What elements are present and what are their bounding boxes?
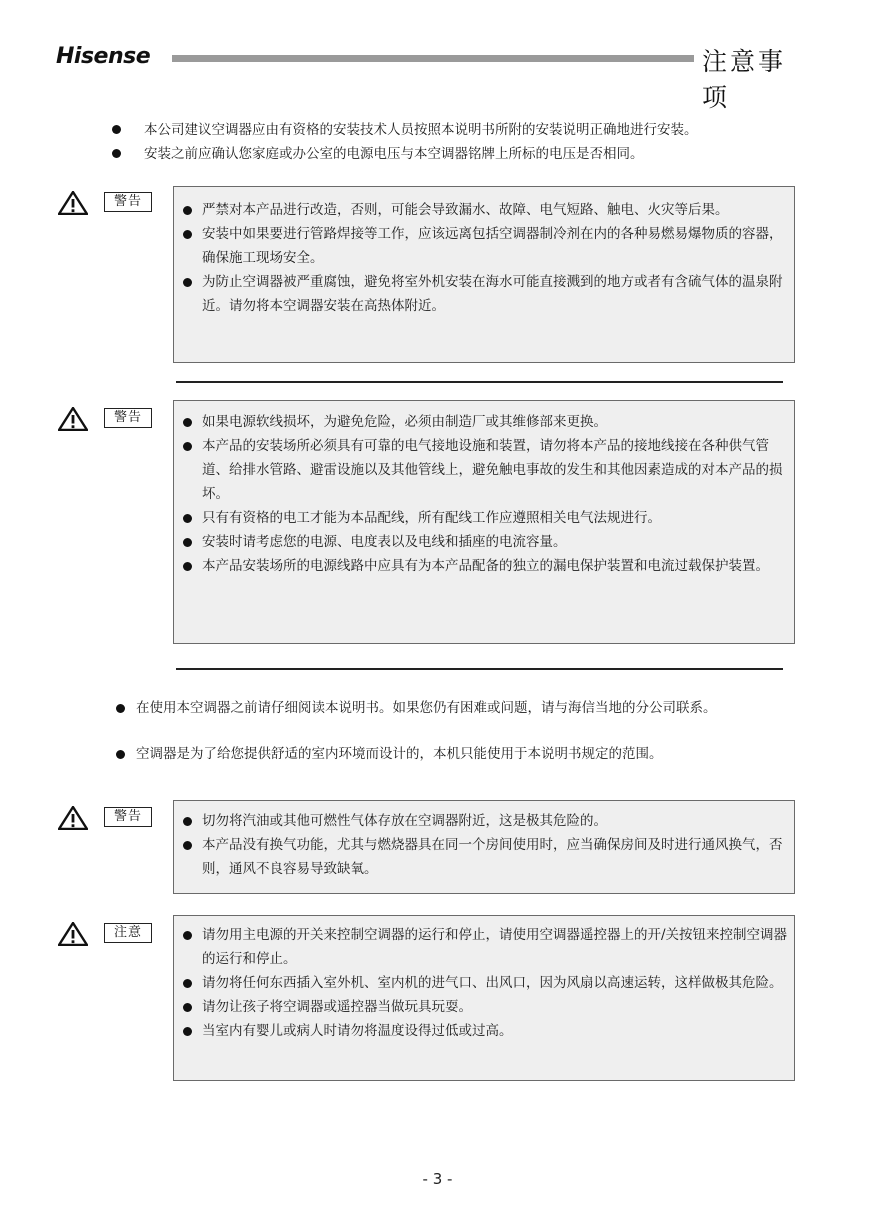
caution-label: 注意 bbox=[104, 923, 152, 943]
warning-label: 警告 bbox=[104, 807, 152, 827]
caution-item: 当室内有婴儿或病人时请勿将温度设得过低或过高。 bbox=[174, 1019, 794, 1043]
warning-item: 本产品没有换气功能，尤其与燃烧器具在同一个房间使用时，应当确保房间及时进行通风换气，否则，通风不良容易导致缺氧。 bbox=[174, 833, 794, 881]
warning-item: 为防止空调器被严重腐蚀，避免将室外机安装在海水可能直接溅到的地方或者有含硫气体的温泉附近。请勿将本空调器安装在高热体附近。 bbox=[174, 270, 794, 318]
bullet-icon bbox=[183, 1027, 192, 1036]
bullet-icon bbox=[112, 125, 121, 134]
bullet-icon bbox=[183, 514, 192, 523]
warning-label: 警告 bbox=[104, 408, 152, 428]
warning-item: 安装中如果要进行管路焊接等工作，应该远离包括空调器制冷剂在内的各种易燃易爆物质的容器，确保施工现场安全。 bbox=[174, 222, 794, 270]
caution-sign bbox=[58, 922, 158, 946]
bullet-icon bbox=[183, 1003, 192, 1012]
caution-item: 请勿将任何东西插入室外机、室内机的进气口、出风口，因为风扇以高速运转，这样做极其危险。 bbox=[174, 971, 794, 995]
header-rule bbox=[172, 55, 694, 62]
bullet-icon bbox=[183, 538, 192, 547]
bullet-icon bbox=[183, 562, 192, 571]
warning-triangle-icon bbox=[58, 191, 88, 215]
bullet-icon bbox=[183, 418, 192, 427]
bullet-icon bbox=[183, 817, 192, 826]
warning-item: 本产品的安装场所必须具有可靠的电气接地设施和装置，请勿将本产品的接地线接在各种供气管道、给排水管路、避雷设施以及其他管线上，避免触电事故的发生和其他因素造成的对本产品的损坏。 bbox=[174, 434, 794, 506]
bullet-icon bbox=[183, 278, 192, 287]
section-title: 注意事项 bbox=[702, 47, 787, 112]
warning-item: 切勿将汽油或其他可燃性气体存放在空调器附近，这是极其危险的。 bbox=[174, 809, 794, 833]
bullet-icon bbox=[112, 149, 121, 158]
caution-item: 请勿用主电源的开关来控制空调器的运行和停止，请使用空调器遥控器上的开/关按钮来控制空调器的运行和停止。 bbox=[174, 923, 794, 971]
warning-sign bbox=[58, 407, 158, 431]
bullet-icon bbox=[116, 704, 125, 713]
bullet-icon bbox=[183, 230, 192, 239]
bullet-icon bbox=[183, 979, 192, 988]
warning-item: 安装时请考虑您的电源、电度表以及电线和插座的电流容量。 bbox=[174, 530, 794, 554]
warning-triangle-icon bbox=[58, 407, 88, 431]
warning-item: 严禁对本产品进行改造，否则，可能会导致漏水、故障、电气短路、触电、火灾等后果。 bbox=[174, 198, 794, 222]
bullet-icon bbox=[183, 931, 192, 940]
bullet-icon bbox=[183, 442, 192, 451]
warning-item: 本产品安装场所的电源线路中应具有为本产品配备的独立的漏电保护装置和电流过载保护装置。 bbox=[174, 554, 794, 578]
bullet-icon bbox=[116, 750, 125, 759]
section-divider bbox=[176, 668, 783, 670]
warning-box bbox=[173, 800, 795, 894]
bullet-icon bbox=[183, 206, 192, 215]
warning-triangle-icon bbox=[58, 922, 88, 946]
page-number: - 3 - bbox=[422, 1170, 453, 1188]
warning-triangle-icon bbox=[58, 806, 88, 830]
caution-item: 请勿让孩子将空调器或遥控器当做玩具玩耍。 bbox=[174, 995, 794, 1019]
warning-sign bbox=[58, 806, 158, 830]
notice-item: 在使用本空调器之前请仔细阅读本说明书。如果您仍有困难或问题，请与海信当地的分公司联系。 bbox=[116, 697, 796, 719]
bullet-icon bbox=[183, 841, 192, 850]
warning-label: 警告 bbox=[104, 192, 152, 212]
notice-item: 空调器是为了给您提供舒适的室内环境而设计的，本机只能使用于本说明书规定的范围。 bbox=[116, 743, 796, 765]
warning-box bbox=[173, 400, 795, 644]
page-header bbox=[56, 44, 806, 112]
section-divider bbox=[176, 381, 783, 383]
warning-item: 如果电源软线损坏，为避免危险，必须由制造厂或其维修部来更换。 bbox=[174, 410, 794, 434]
warning-item: 只有有资格的电工才能为本品配线，所有配线工作应遵照相关电气法规进行。 bbox=[174, 506, 794, 530]
warning-box bbox=[173, 186, 795, 363]
warning-sign bbox=[58, 191, 158, 215]
brand-logo: Hisense bbox=[56, 44, 151, 69]
caution-box bbox=[173, 915, 795, 1081]
